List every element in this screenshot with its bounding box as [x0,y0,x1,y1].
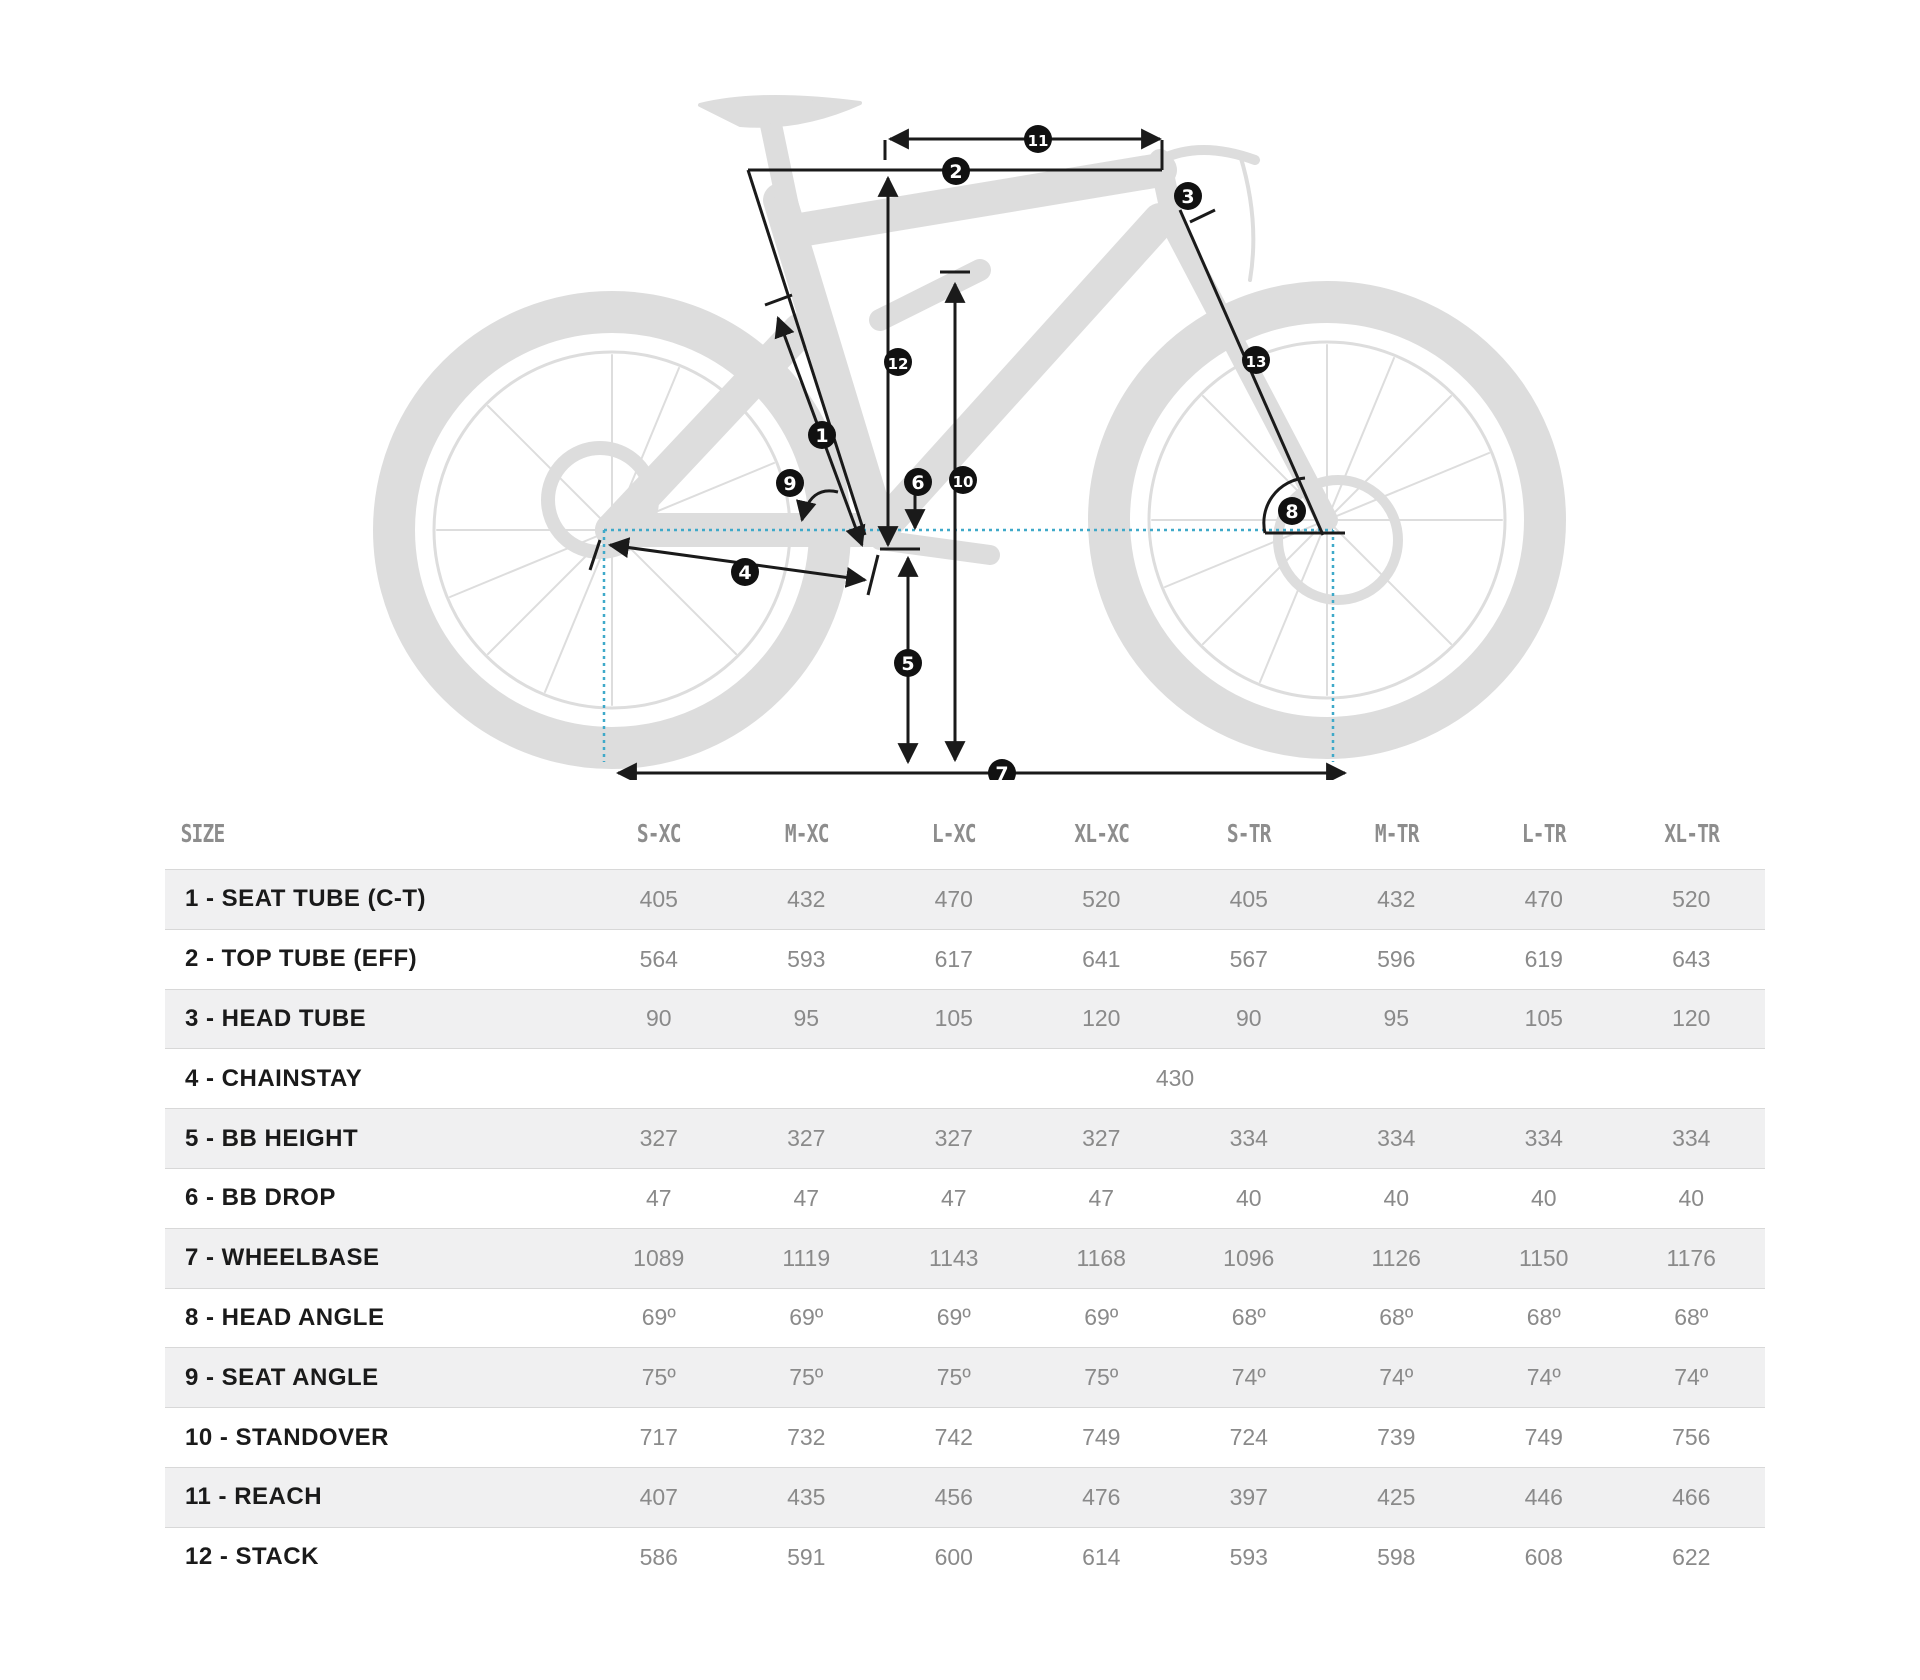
value-cell: 425 [1377,1483,1416,1510]
value-cell: 327 [1082,1125,1121,1152]
value-cell: 334 [1672,1125,1711,1152]
geometry-table [165,798,1765,1587]
column-header: M-TR [1374,819,1419,848]
row-label: 1 - SEAT TUBE (C-T) [185,885,427,913]
column-header: XL-TR [1663,819,1719,848]
row-label: 5 - BB HEIGHT [185,1124,359,1152]
value-cell: 90 [1235,1005,1262,1032]
value-cell: 470 [934,885,973,912]
callout-9 [776,469,804,497]
value-cell: 120 [1082,1005,1121,1032]
value-cell: 567 [1229,945,1268,972]
callout-4 [731,558,759,586]
value-cell: 1150 [1519,1244,1569,1271]
table-row [165,1109,1765,1169]
value-cell: 608 [1524,1543,1563,1570]
column-header: L-XC [931,819,976,848]
svg-text:3: 3 [1181,186,1195,208]
value-cell: 327 [639,1125,678,1152]
value-cell: 1119 [782,1244,831,1271]
value-cell: 105 [1524,1005,1563,1032]
merged-value-cell: 430 [1155,1065,1195,1092]
svg-text:5: 5 [901,653,915,675]
value-cell: 334 [1377,1125,1416,1152]
bike-geometry-svg [0,0,1920,780]
value-cell: 69º [641,1304,676,1331]
value-cell: 619 [1524,945,1563,972]
callout-11 [1024,125,1052,153]
svg-text:9: 9 [783,473,797,495]
callout-5 [894,649,922,677]
size-header: SIZE [180,819,225,848]
value-cell: 68º [1526,1304,1561,1331]
svg-text:11: 11 [1027,132,1049,150]
value-cell: 74º [1231,1364,1266,1391]
value-cell: 749 [1082,1424,1121,1451]
table-row [165,1228,1765,1288]
value-cell: 68º [1231,1304,1266,1331]
svg-text:2: 2 [949,161,963,183]
callout-6 [904,468,932,496]
value-cell: 520 [1672,885,1711,912]
value-cell: 47 [1088,1184,1115,1211]
value-cell: 95 [1383,1005,1410,1032]
callout-3 [1174,182,1202,210]
value-cell: 756 [1672,1424,1711,1451]
table-row [165,1168,1765,1228]
value-cell: 74º [1379,1364,1414,1391]
table-row [165,1467,1765,1527]
value-cell: 641 [1082,945,1121,972]
value-cell: 456 [934,1483,973,1510]
callout-10 [949,466,977,494]
value-cell: 520 [1082,885,1121,912]
column-header: S-XC [636,819,681,848]
value-cell: 614 [1082,1543,1121,1570]
value-cell: 334 [1229,1125,1268,1152]
value-cell: 476 [1082,1483,1121,1510]
value-cell: 40 [1530,1184,1557,1211]
value-cell: 593 [787,945,826,972]
callout-12 [884,348,912,376]
table-row [165,929,1765,989]
value-cell: 432 [787,885,826,912]
svg-text:7: 7 [995,763,1009,780]
row-label: 6 - BB DROP [185,1184,336,1212]
column-header: S-TR [1226,819,1271,848]
callout-1 [808,421,836,449]
svg-text:12: 12 [887,355,909,373]
value-cell: 74º [1674,1364,1709,1391]
value-cell: 466 [1672,1483,1711,1510]
row-label: 7 - WHEELBASE [185,1244,380,1272]
column-header: M-XC [784,819,829,848]
value-cell: 334 [1524,1125,1563,1152]
value-cell: 47 [793,1184,820,1211]
value-cell: 596 [1377,945,1416,972]
value-cell: 75º [936,1364,971,1391]
value-cell: 95 [793,1005,820,1032]
value-cell: 732 [787,1424,826,1451]
value-cell: 75º [789,1364,824,1391]
callout-2 [942,157,970,185]
table-row [165,870,1765,930]
value-cell: 120 [1672,1005,1711,1032]
bike-silhouette [394,97,1545,748]
value-cell: 617 [934,945,973,972]
value-cell: 739 [1377,1424,1416,1451]
table-body [165,870,1765,1587]
value-cell: 1096 [1223,1244,1275,1271]
value-cell: 564 [639,945,678,972]
value-cell: 90 [645,1005,672,1032]
value-cell: 69º [1084,1304,1119,1331]
value-cell: 586 [639,1543,678,1570]
header-row [165,798,1765,870]
value-cell: 68º [1379,1304,1414,1331]
value-cell: 1168 [1076,1244,1126,1271]
value-cell: 75º [641,1364,676,1391]
row-label: 8 - HEAD ANGLE [185,1303,385,1331]
svg-text:13: 13 [1245,353,1267,371]
column-header: XL-XC [1073,819,1129,848]
table-row [165,1527,1765,1586]
row-label: 10 - STANDOVER [185,1423,389,1451]
value-cell: 600 [934,1543,973,1570]
value-cell: 75º [1084,1364,1119,1391]
table-row [165,989,1765,1049]
value-cell: 105 [934,1005,973,1032]
value-cell: 446 [1524,1483,1563,1510]
value-cell: 327 [934,1125,973,1152]
value-cell: 327 [787,1125,826,1152]
value-cell: 47 [645,1184,672,1211]
value-cell: 591 [787,1543,826,1570]
table-row [165,1408,1765,1468]
column-header: L-TR [1521,819,1566,848]
svg-text:1: 1 [815,425,829,447]
value-cell: 69º [936,1304,971,1331]
value-cell: 74º [1526,1364,1561,1391]
value-cell: 643 [1672,945,1711,972]
geometry-diagram [0,0,1920,780]
value-cell: 407 [639,1483,678,1510]
value-cell: 1089 [633,1244,685,1271]
value-cell: 1126 [1371,1244,1421,1271]
value-cell: 405 [639,885,678,912]
value-cell: 69º [789,1304,824,1331]
callout-7 [988,759,1016,780]
table-row [165,1049,1765,1109]
table-header [165,798,1765,870]
svg-text:8: 8 [1285,501,1299,523]
callout-8 [1278,497,1306,525]
value-cell: 40 [1383,1184,1410,1211]
value-cell: 717 [639,1424,678,1451]
value-cell: 742 [934,1424,973,1451]
table-row [165,1288,1765,1348]
row-label: 2 - TOP TUBE (EFF) [185,945,418,973]
row-label: 3 - HEAD TUBE [185,1004,367,1032]
value-cell: 598 [1377,1543,1416,1570]
svg-text:6: 6 [911,472,925,494]
value-cell: 1176 [1666,1244,1716,1271]
value-cell: 622 [1672,1543,1711,1570]
value-cell: 749 [1524,1424,1563,1451]
value-cell: 68º [1674,1304,1709,1331]
value-cell: 47 [940,1184,967,1211]
value-cell: 397 [1229,1483,1268,1510]
svg-text:4: 4 [738,562,752,584]
row-label: 12 - STACK [185,1543,319,1571]
row-label: 4 - CHAINSTAY [185,1064,363,1092]
callout-13 [1242,346,1270,374]
svg-text:10: 10 [952,473,974,491]
value-cell: 432 [1377,885,1416,912]
value-cell: 724 [1229,1424,1268,1451]
row-label: 11 - REACH [185,1483,323,1511]
row-label: 9 - SEAT ANGLE [185,1363,379,1391]
value-cell: 40 [1678,1184,1705,1211]
value-cell: 435 [787,1483,826,1510]
value-cell: 1143 [929,1244,979,1271]
table-row [165,1348,1765,1408]
value-cell: 470 [1524,885,1563,912]
value-cell: 405 [1229,885,1268,912]
value-cell: 40 [1235,1184,1262,1211]
value-cell: 593 [1229,1543,1268,1570]
